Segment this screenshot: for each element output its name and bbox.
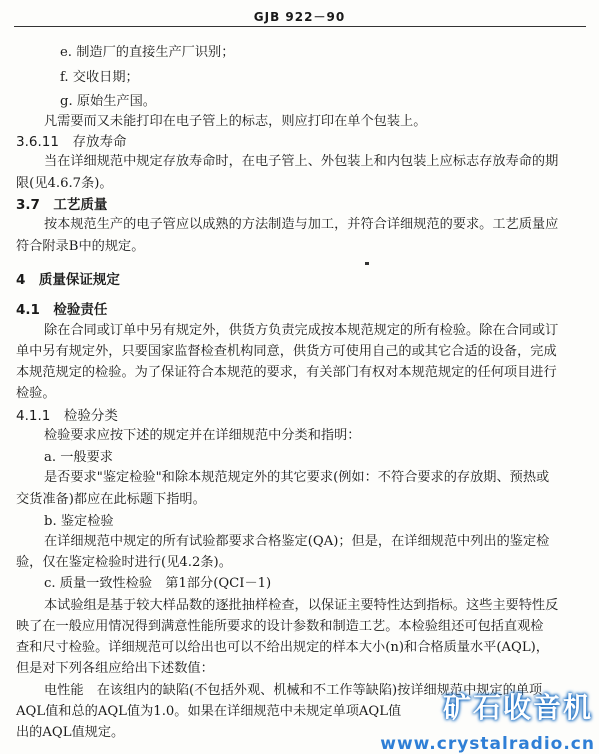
text-line: 检验。 [16, 386, 56, 401]
text-line: 当在详细规范中规定存放寿命时，在电子管上、外包装上和内包装上应标志存放寿命的期 [44, 154, 559, 169]
text-line: 验，仅在鉴定检验时进行(见4.2条)。 [16, 555, 232, 570]
text-line: 按本规范生产的电子管应以成熟的方法制造与加工，并符合详细规范的要求。工艺质量应 [44, 217, 559, 232]
text-line: 符合附录B中的规定。 [16, 239, 145, 254]
section-heading: 3.7 工艺质量 [16, 197, 108, 213]
text-line: g. 原始生产国。 [60, 94, 156, 109]
section-heading: 4.1 检验责任 [16, 302, 108, 318]
text-line: e. 制造厂的直接生产厂识别； [60, 45, 235, 60]
text-line: 在详细规范中规定的所有试验都要求合格鉴定(QA)；但是，在详细规范中列出的鉴定检 [44, 534, 550, 549]
watermark-logo: 矿石收音机 [442, 691, 593, 724]
text-line: 交货准备)都应在此标题下指明。 [16, 492, 206, 507]
text-line: 单中另有规定外，只要国家监督检查机构同意，供货方可使用自己的或其它合适的设备，完成 [16, 344, 557, 359]
text-line: 凡需要而又未能打印在电子管上的标志，则应打印在单个包装上。 [44, 114, 427, 129]
text-line: b. 鉴定检验 [44, 514, 114, 529]
text-line: 但是对下列各组应给出下述数值： [16, 661, 214, 676]
speck [365, 262, 369, 265]
text-line: 除在合同或订单中另有规定外，供货方负责完成按本规范规定的所有检验。除在合同或订 [44, 323, 559, 338]
section-heading: 4.1.1 检验分类 [16, 408, 118, 424]
header-rule [14, 26, 586, 27]
text-line: 查和尺寸检验。详细规范可以给出也可以不给出规定的样本大小(n)和合格质量水平(AQL)， [16, 640, 549, 655]
text-line: a. 一般要求 [44, 450, 113, 465]
section-heading: 3.6.11 存放寿命 [16, 134, 127, 150]
text-line: 本试验组是基于较大样品数的逐批抽样检查，以保证主要特性达到指标。这些主要特性反 [44, 598, 559, 613]
text-line: 限(见4.6.7条)。 [16, 176, 113, 191]
text-line: f. 交收日期； [60, 70, 139, 85]
chapter-heading: 4 质量保证规定 [16, 272, 120, 288]
page-header: GJB 922－90 [253, 10, 346, 24]
text-line: 检验要求应按下述的规定并在详细规范中分类和指明： [44, 428, 361, 443]
text-line: c. 质量一致性检验 第1部分(QCI－1) [44, 576, 272, 591]
text-line: AQL值和总的AQL值为1.0。如果在详细规范中未规定单项AQL值 [16, 704, 402, 719]
text-line: 电性能 在该组内的缺陷(不包括外观、机械和不工作等缺陷)按详细规范中规定的单项 [44, 683, 543, 698]
text-line: 映了在一般应用情况得到满意性能所要求的设计参数和制造工艺。本检验组还可包括直观检 [16, 619, 544, 634]
watermark-url: www.crystalradio.cn [380, 734, 595, 754]
text-line: 出的AQL值规定。 [16, 725, 125, 740]
text-line: 本规范规定的检验。为了保证符合本规范的要求，有关部门有权对本规范规定的任何项目进行 [16, 365, 557, 380]
text-line: 是否要求"鉴定检验"和除本规范规定外的其它要求(例如：不符合要求的存放期、预热或 [44, 470, 550, 485]
